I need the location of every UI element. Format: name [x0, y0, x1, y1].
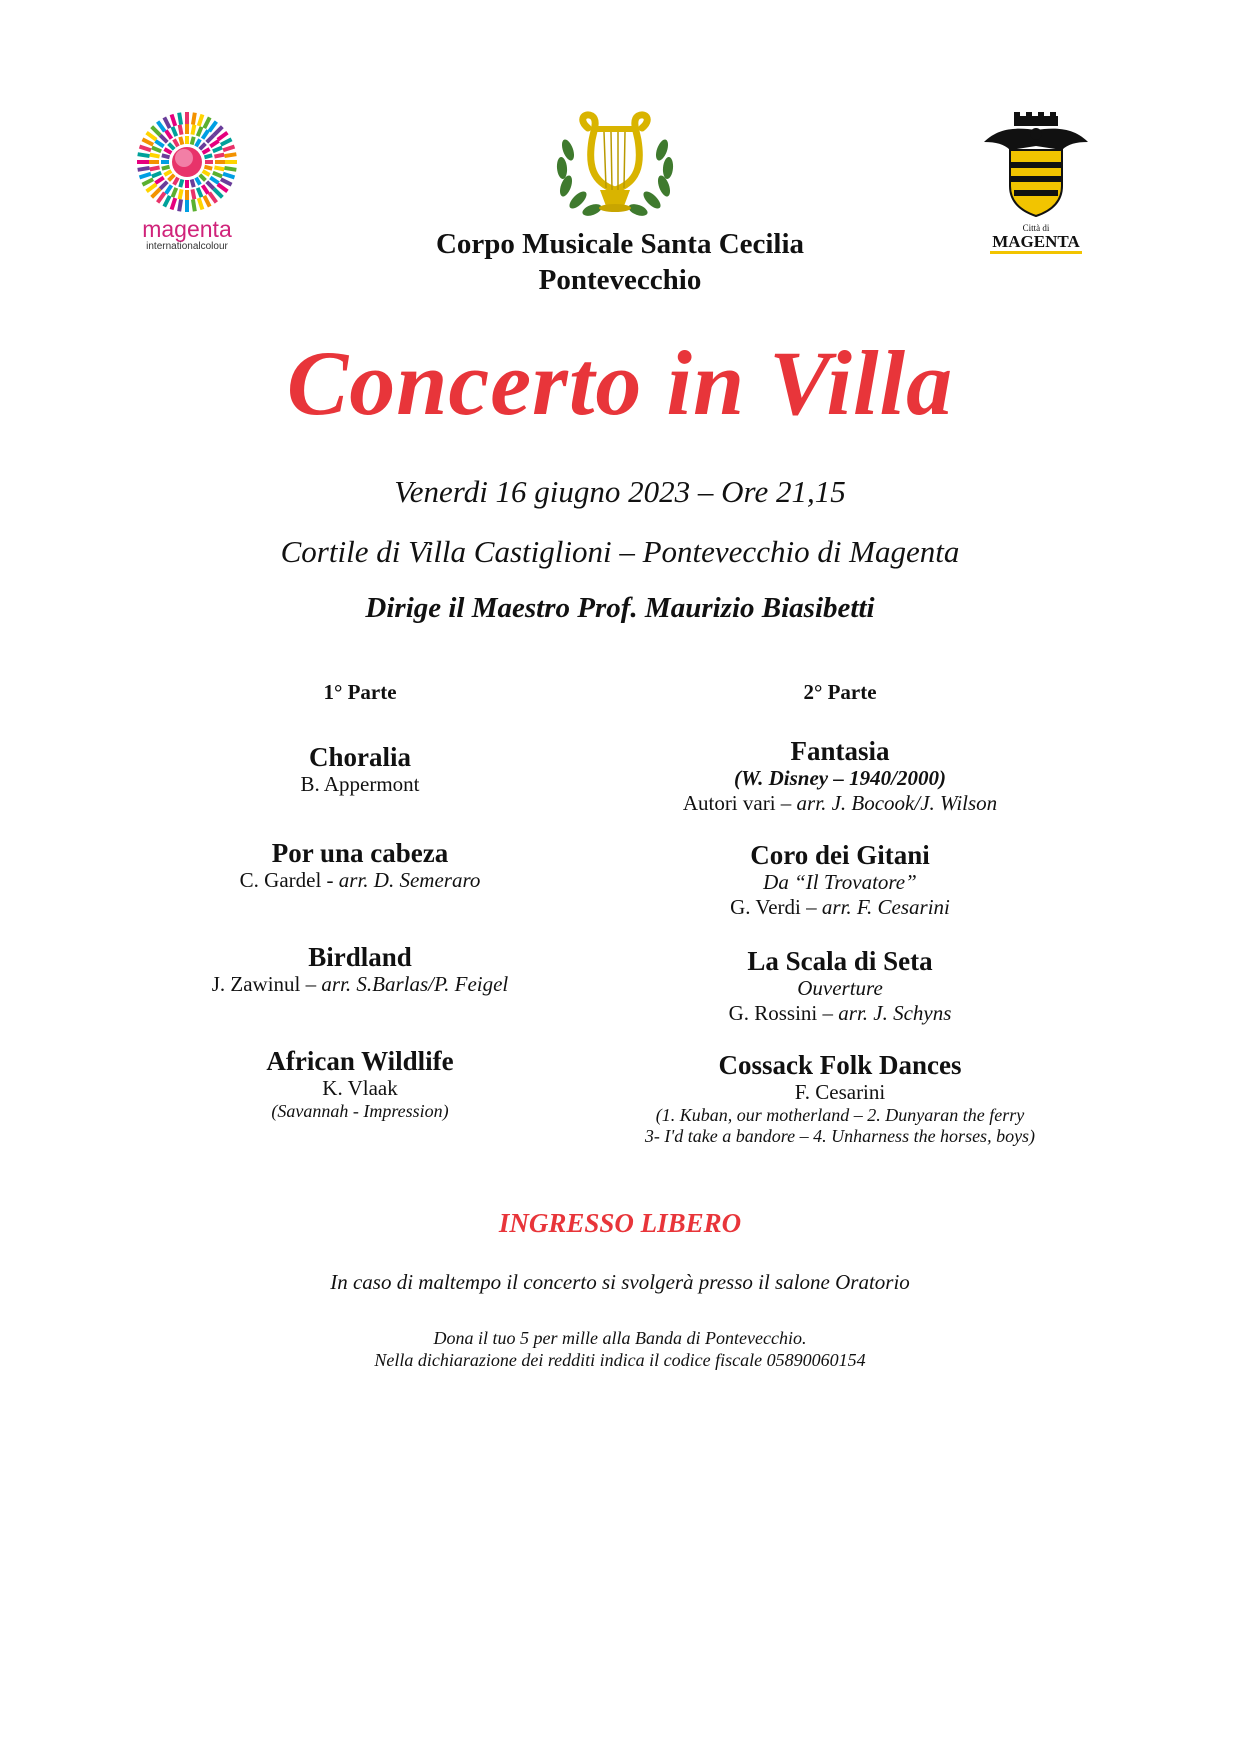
- piece-arranger: arr. D. Semeraro: [338, 868, 481, 892]
- piece-subtitle: Da “Il Trovatore”: [763, 870, 917, 894]
- piece-title: Fantasia: [790, 736, 890, 766]
- lyre-laurel-icon: [548, 110, 682, 222]
- piece-arranger: arr. S.Barlas/P. Feigel: [321, 972, 509, 996]
- piece-arranger: arr. J. Bocook/J. Wilson: [796, 791, 998, 815]
- piece-composer: C. Gardel -: [239, 868, 339, 892]
- piece-title: African Wildlife: [266, 1046, 454, 1076]
- piece-choralia: [100, 742, 620, 838]
- piece-composer: J. Zawinul –: [211, 972, 322, 996]
- part-2-heading: 2° Parte: [803, 680, 877, 704]
- piece-title: Coro dei Gitani: [750, 840, 930, 870]
- piece-credits: [580, 791, 1100, 816]
- piece-cossack-folk-dances: [580, 1050, 1100, 1147]
- piece-note: (1. Kuban, our motherland – 2. Dunyaran the ferry: [655, 1105, 1025, 1125]
- piece-composer: G. Verdi –: [730, 895, 822, 919]
- piece-credits: [100, 868, 620, 893]
- page-title: Concerto in Villa: [286, 332, 954, 434]
- piece-fantasia: [580, 736, 1100, 840]
- piece-title: Por una cabeza: [271, 838, 449, 868]
- org-name: Corpo Musicale Santa Cecilia: [435, 228, 805, 260]
- piece-credits: [100, 972, 620, 997]
- piece-composer: K. Vlaak: [322, 1076, 398, 1100]
- free-entry-notice: INGRESSO LIBERO: [498, 1208, 742, 1238]
- crest-small-text: Città di: [1022, 223, 1050, 233]
- org-location: Pontevecchio: [538, 264, 702, 296]
- crest-name: MAGENTA: [990, 233, 1082, 254]
- program-part-2: [580, 680, 1100, 1147]
- piece-african-wildlife: [100, 1046, 620, 1122]
- weather-note: In caso di maltempo il concerto si svolgerà presso il salone Oratorio: [330, 1270, 910, 1294]
- piece-la-scala-di-seta: [580, 946, 1100, 1050]
- piece-note: 3- I'd take a bandore – 4. Unharness the horses, boys): [644, 1126, 1036, 1146]
- piece-credits: [580, 895, 1100, 920]
- logo-left-tagline: internationalcolour: [146, 241, 228, 252]
- piece-title: Cossack Folk Dances: [718, 1050, 962, 1080]
- piece-arranger: arr. J. Schyns: [838, 1001, 952, 1025]
- piece-por-una-cabeza: [100, 838, 620, 942]
- piece-composer: B. Appermont: [300, 772, 420, 796]
- donation-note: Dona il tuo 5 per mille alla Banda di Pontevecchio.: [433, 1328, 807, 1348]
- piece-composer: Autori vari –: [682, 791, 797, 815]
- piece-subtitle: Ouverture: [797, 976, 883, 1000]
- piece-title: Birdland: [308, 942, 412, 972]
- logo-left-name: magenta: [142, 216, 232, 242]
- piece-composer: G. Rossini –: [728, 1001, 839, 1025]
- piece-subtitle: (W. Disney – 1940/2000): [734, 766, 946, 790]
- piece-coro-dei-gitani: [580, 840, 1100, 946]
- colour-burst-icon: [125, 110, 249, 220]
- program-part-1: [100, 680, 620, 1122]
- piece-title: Choralia: [308, 742, 411, 772]
- event-date: Venerdi 16 giugno 2023 – Ore 21,15: [394, 474, 846, 509]
- piece-arranger: arr. F. Cesarini: [821, 895, 950, 919]
- piece-note: (Savannah - Impression): [271, 1101, 449, 1121]
- tax-code-note: Nella dichiarazione dei redditi indica il codice fiscale 05890060154: [374, 1350, 866, 1370]
- event-conductor: Dirige il Maestro Prof. Maurizio Biasibetti: [365, 592, 875, 624]
- piece-birdland: [100, 942, 620, 1046]
- piece-credits: [580, 1001, 1100, 1026]
- piece-title: La Scala di Seta: [747, 946, 933, 976]
- part-1-heading: 1° Parte: [323, 680, 397, 704]
- event-venue: Cortile di Villa Castiglioni – Pontevecchio di Magenta: [280, 534, 960, 569]
- piece-composer: F. Cesarini: [794, 1080, 886, 1104]
